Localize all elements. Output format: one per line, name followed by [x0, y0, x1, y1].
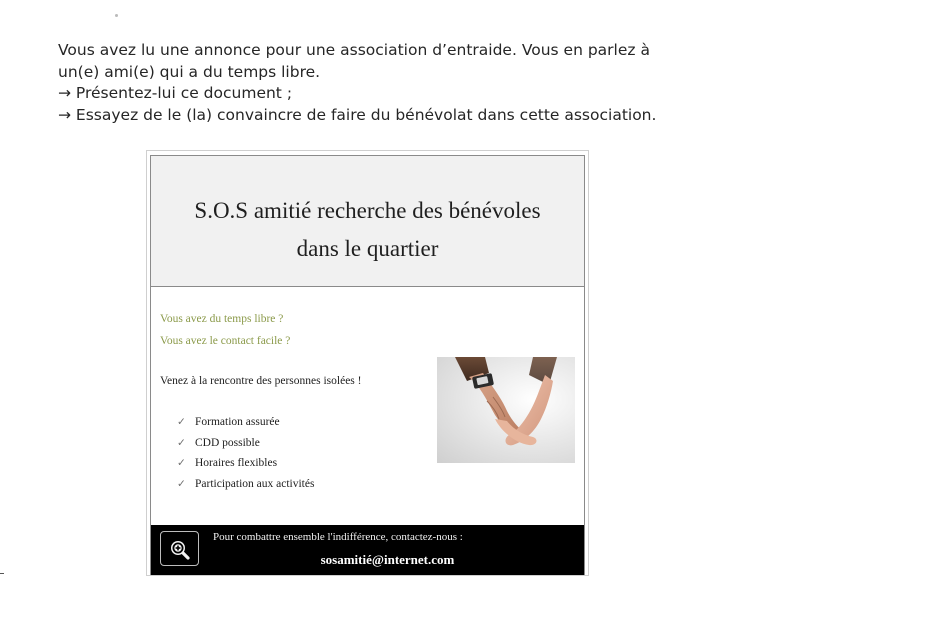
check-icon: ✓: [177, 437, 186, 449]
holding-hands-illustration: [437, 357, 575, 463]
check-icon: ✓: [177, 478, 186, 490]
stray-mark: [115, 14, 118, 17]
contact-email[interactable]: sosamitié@internet.com: [320, 552, 455, 567]
instructions: [58, 40, 918, 126]
check-icon: ✓: [177, 417, 186, 429]
instruction-line: un(e) ami(e) qui a du temps libre.: [58, 62, 321, 81]
flyer-frame: [150, 155, 585, 575]
list-item: [177, 474, 314, 495]
flyer-title-line: dans le quartier: [296, 236, 439, 261]
holding-hands-photo: [437, 357, 575, 463]
benefit-label: Horaires flexibles: [195, 457, 278, 470]
benefit-label: Formation assurée: [195, 416, 280, 429]
benefits-list: [177, 412, 314, 494]
benefit-label: CDD possible: [195, 436, 260, 449]
invitation-text: Venez à la rencontre des personnes isolées !: [160, 375, 362, 387]
instruction-line: Vous avez lu une annonce pour une association d’entraide. Vous en parlez à: [58, 41, 650, 59]
stray-mark: [0, 573, 4, 574]
question-contact: Vous avez le contact facile ?: [160, 335, 291, 347]
footer-callout: Pour combattre ensemble l'indifférence, contactez-nous :: [213, 531, 463, 543]
question-free-time: Vous avez du temps libre ?: [160, 313, 284, 325]
instruction-line: → Essayez de le (la) convaincre de faire du bénévolat dans cette association.: [58, 105, 657, 124]
benefit-label: Participation aux activités: [195, 477, 315, 490]
check-icon: ✓: [177, 458, 186, 470]
flyer-title: [151, 192, 584, 268]
flyer-title-line: S.O.S amitié recherche des bénévoles: [194, 198, 541, 223]
flyer-footer: [151, 525, 584, 575]
instruction-line: → Présentez-lui ce document ;: [58, 84, 293, 102]
list-item: [177, 453, 314, 474]
list-item: [177, 433, 314, 454]
flyer-header: [151, 156, 584, 287]
list-item: [177, 412, 314, 433]
volunteer-flyer: [146, 150, 589, 576]
